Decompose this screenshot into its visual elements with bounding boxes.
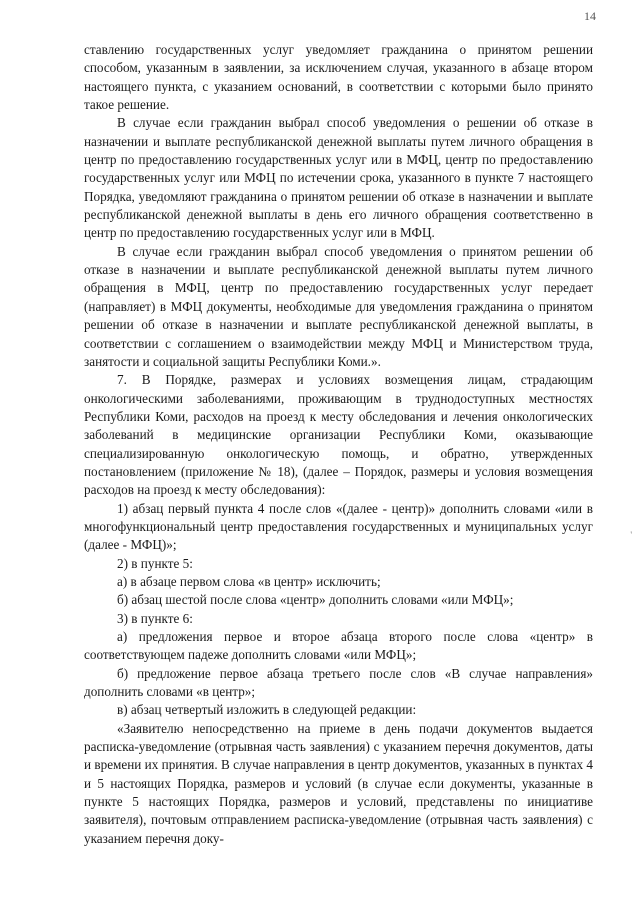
paragraph: 1) абзац первый пункта 4 после слов «(далее - центр)» дополнить словами «или в многофункциональный центр предоставления государственных и муниципальных услуг (далее - МФЦ)»;	[84, 500, 593, 553]
paragraph: б) абзац шестой после слова «центр» дополнить словами «или МФЦ»;	[117, 592, 514, 608]
paragraph: 3) в пункте 6:	[117, 610, 193, 626]
paragraph: в) абзац четвертый изложить в следующей редакции:	[117, 702, 417, 718]
paragraph: 2) в пункте 5:	[117, 555, 193, 571]
paragraph: В случае если гражданин выбрал способ уведомления о решении об отказе в назначении и выплате республиканской денежной выплаты путем личного обращения в центр по предоставлению государственных услуг или в МФЦ, центр по предоставлению государственных услуг или МФЦ по истечении срока, указанного в пункте 7 настоящего Порядка, уведомляют гражданина о принятом решении об отказе в назначении и выплате республиканской денежной выплаты в день его личного обращения соответственно в центр по предоставлению государственных услуг или в МФЦ.	[84, 115, 593, 241]
paragraph: ставлению государственных услуг уведомляет гражданина о принятом решении способом, указанным в заявлении, за исключением случая, указанного в абзаце втором настоящего пункта, с указанием оснований, в соответствии с которыми было принято такое решение.	[84, 42, 593, 113]
paragraph: б) предложение первое абзаца третьего после слов «В случае направления» дополнить словами «в центр»;	[84, 665, 593, 700]
paragraph: В случае если гражданин выбрал способ уведомления о принятом решении об отказе в назначении и выплате республиканской денежной выплаты путем личного обращения в МФЦ, центр по предоставлению государственных услуг передает (направляет) в МФЦ документы, необходимые для уведомления гражданина о принятом решении об отказе в назначении и выплате республиканской денежной выплаты, в соответствии с соглашением о взаимодействии между МФЦ и Министерством труда, занятости и социальной защиты Республики Коми.».	[84, 243, 593, 369]
paragraph: а) в абзаце первом слова «в центр» исключить;	[117, 573, 381, 589]
paragraph: 7. В Порядке, размерах и условиях возмещения лицам, страдающим онкологическими заболеваниями, проживающим в труднодоступных местностях Республики Коми, расходов на проезд к месту обследования и лечения онкологических заболеваний в медицинские организации Республики Коми, оказывающие специализированную онкологическую помощь, и обратно, утвержденных постановлением (приложение № 18), (далее – Порядок, размеры и условия возмещения расходов на проезд к месту обследования):	[84, 372, 593, 498]
margin-mark: '	[630, 530, 632, 540]
document-body	[84, 41, 593, 848]
paragraph: «Заявителю непосредственно на приеме в день подачи документов выдается расписка-уведомление (отрывная часть заявления) с указанием перечня документов, даты и времени их принятия. В случае направления в центр документов, указанных в пунктах 4 и 5 настоящих Порядка, размеров и условий (в случае если документы, указанные в пункте 5 настоящих Порядка, размеров и условий, представлены по инициативе заявителя), почтовым отправлением расписка-уведомление (отрывная часть заявления) с указанием перечня доку-	[84, 720, 593, 846]
page-number: 14	[584, 9, 596, 23]
paragraph: а) предложения первое и второе абзаца второго после слова «центр» в соответствующем падеже дополнить словами «или МФЦ»;	[84, 629, 593, 663]
